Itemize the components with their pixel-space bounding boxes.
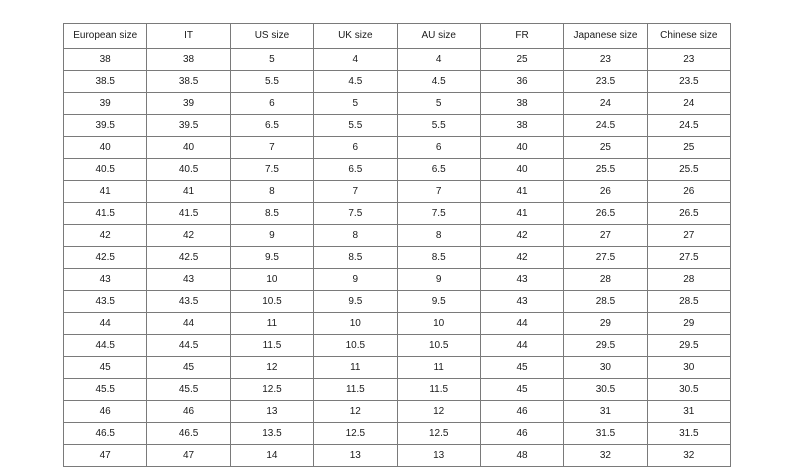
table-row <box>64 401 731 423</box>
table-row <box>64 71 731 93</box>
table-row <box>64 203 731 225</box>
table-cell: 11.5 <box>230 335 313 357</box>
table-cell: 47 <box>64 445 147 467</box>
table-cell: 28.5 <box>564 291 647 313</box>
table-cell: 6 <box>397 137 480 159</box>
table-cell: 8 <box>230 181 313 203</box>
table-cell: 13 <box>230 401 313 423</box>
table-cell: 44.5 <box>64 335 147 357</box>
table-cell: 11.5 <box>314 379 397 401</box>
table-cell: 30.5 <box>564 379 647 401</box>
table-cell: 8.5 <box>230 203 313 225</box>
table-cell: 24.5 <box>564 115 647 137</box>
table-row <box>64 225 731 247</box>
table-row <box>64 49 731 71</box>
table-cell: 12.5 <box>314 423 397 445</box>
table-cell: 39.5 <box>64 115 147 137</box>
table-cell: 7 <box>230 137 313 159</box>
table-header-row <box>64 24 731 49</box>
table-cell: 5 <box>230 49 313 71</box>
table-cell: 28.5 <box>647 291 730 313</box>
column-header: Chinese size <box>647 24 730 49</box>
table-cell: 41 <box>480 203 563 225</box>
table-cell: 24.5 <box>647 115 730 137</box>
table-cell: 5 <box>314 93 397 115</box>
table-cell: 29 <box>564 313 647 335</box>
table-cell: 38 <box>480 93 563 115</box>
table-cell: 9.5 <box>230 247 313 269</box>
table-cell: 40.5 <box>147 159 230 181</box>
table-cell: 4 <box>314 49 397 71</box>
column-header: Japanese size <box>564 24 647 49</box>
table-cell: 9 <box>230 225 313 247</box>
table-row <box>64 379 731 401</box>
table-cell: 5.5 <box>230 71 313 93</box>
table-row <box>64 159 731 181</box>
table-cell: 12 <box>314 401 397 423</box>
table-cell: 25 <box>647 137 730 159</box>
table-header <box>64 24 731 49</box>
table-cell: 10 <box>314 313 397 335</box>
table-row <box>64 181 731 203</box>
table-cell: 25.5 <box>564 159 647 181</box>
table-cell: 10.5 <box>314 335 397 357</box>
table-cell: 14 <box>230 445 313 467</box>
table-cell: 44 <box>64 313 147 335</box>
table-cell: 24 <box>564 93 647 115</box>
table-cell: 32 <box>564 445 647 467</box>
table-cell: 6.5 <box>314 159 397 181</box>
table-cell: 4.5 <box>397 71 480 93</box>
table-cell: 39 <box>147 93 230 115</box>
table-cell: 24 <box>647 93 730 115</box>
table-cell: 12 <box>397 401 480 423</box>
table-cell: 8 <box>397 225 480 247</box>
table-row <box>64 445 731 467</box>
table-cell: 23.5 <box>564 71 647 93</box>
table-cell: 41 <box>64 181 147 203</box>
table-cell: 25 <box>480 49 563 71</box>
table-cell: 46.5 <box>147 423 230 445</box>
table-cell: 7.5 <box>397 203 480 225</box>
table-cell: 38.5 <box>64 71 147 93</box>
table-cell: 12.5 <box>230 379 313 401</box>
table-cell: 7 <box>314 181 397 203</box>
table-cell: 10 <box>397 313 480 335</box>
table-cell: 46 <box>480 423 563 445</box>
table-cell: 45 <box>480 357 563 379</box>
table-cell: 12.5 <box>397 423 480 445</box>
table-cell: 44 <box>480 313 563 335</box>
table-cell: 42 <box>480 247 563 269</box>
table-cell: 30 <box>647 357 730 379</box>
table-cell: 41 <box>147 181 230 203</box>
table-cell: 38 <box>147 49 230 71</box>
table-cell: 11 <box>397 357 480 379</box>
table-cell: 48 <box>480 445 563 467</box>
table-cell: 8 <box>314 225 397 247</box>
table-cell: 7.5 <box>230 159 313 181</box>
table-row <box>64 269 731 291</box>
table-cell: 38 <box>64 49 147 71</box>
table-cell: 31 <box>647 401 730 423</box>
table-cell: 46.5 <box>64 423 147 445</box>
table-cell: 38.5 <box>147 71 230 93</box>
table-cell: 27.5 <box>647 247 730 269</box>
table-cell: 10.5 <box>230 291 313 313</box>
table-row <box>64 93 731 115</box>
table-cell: 30 <box>564 357 647 379</box>
table-cell: 43 <box>147 269 230 291</box>
table-cell: 8.5 <box>397 247 480 269</box>
table-row <box>64 115 731 137</box>
table-cell: 26 <box>564 181 647 203</box>
table-cell: 42 <box>64 225 147 247</box>
table-cell: 6 <box>314 137 397 159</box>
table-cell: 43 <box>64 269 147 291</box>
table-cell: 9 <box>314 269 397 291</box>
table-cell: 13.5 <box>230 423 313 445</box>
table-cell: 45 <box>480 379 563 401</box>
table-cell: 31 <box>564 401 647 423</box>
table-cell: 44 <box>480 335 563 357</box>
table-cell: 43 <box>480 269 563 291</box>
table-row <box>64 423 731 445</box>
table-cell: 45 <box>147 357 230 379</box>
table-cell: 8.5 <box>314 247 397 269</box>
table-cell: 30.5 <box>647 379 730 401</box>
table-cell: 47 <box>147 445 230 467</box>
table-cell: 23 <box>564 49 647 71</box>
table-cell: 36 <box>480 71 563 93</box>
table-cell: 23.5 <box>647 71 730 93</box>
table-cell: 31.5 <box>564 423 647 445</box>
table-cell: 10.5 <box>397 335 480 357</box>
table-cell: 40.5 <box>64 159 147 181</box>
table-cell: 26.5 <box>564 203 647 225</box>
table-cell: 6.5 <box>397 159 480 181</box>
table-cell: 4.5 <box>314 71 397 93</box>
table-cell: 5.5 <box>397 115 480 137</box>
column-header: FR <box>480 24 563 49</box>
table-cell: 9.5 <box>397 291 480 313</box>
table-cell: 45.5 <box>147 379 230 401</box>
table-cell: 26.5 <box>647 203 730 225</box>
table-cell: 39.5 <box>147 115 230 137</box>
table-row <box>64 291 731 313</box>
shoe-size-conversion-table <box>63 23 731 467</box>
table-cell: 6 <box>230 93 313 115</box>
table-cell: 13 <box>314 445 397 467</box>
table-cell: 7 <box>397 181 480 203</box>
table-cell: 25.5 <box>647 159 730 181</box>
table-cell: 7.5 <box>314 203 397 225</box>
table-cell: 29 <box>647 313 730 335</box>
table-row <box>64 313 731 335</box>
table-cell: 27.5 <box>564 247 647 269</box>
table-cell: 27 <box>564 225 647 247</box>
table-cell: 41.5 <box>147 203 230 225</box>
table-cell: 29.5 <box>647 335 730 357</box>
table-cell: 41.5 <box>64 203 147 225</box>
table-cell: 31.5 <box>647 423 730 445</box>
table-cell: 9 <box>397 269 480 291</box>
table-cell: 40 <box>480 137 563 159</box>
table-cell: 26 <box>647 181 730 203</box>
table-cell: 13 <box>397 445 480 467</box>
table-cell: 44 <box>147 313 230 335</box>
table-cell: 43.5 <box>147 291 230 313</box>
column-header: US size <box>230 24 313 49</box>
table-cell: 43.5 <box>64 291 147 313</box>
size-table-container <box>63 23 731 467</box>
table-cell: 46 <box>147 401 230 423</box>
table-cell: 28 <box>564 269 647 291</box>
table-cell: 42 <box>480 225 563 247</box>
table-cell: 5 <box>397 93 480 115</box>
table-cell: 32 <box>647 445 730 467</box>
table-cell: 40 <box>64 137 147 159</box>
table-cell: 39 <box>64 93 147 115</box>
table-cell: 25 <box>564 137 647 159</box>
table-cell: 46 <box>480 401 563 423</box>
column-header: IT <box>147 24 230 49</box>
column-header: European size <box>64 24 147 49</box>
table-cell: 11 <box>230 313 313 335</box>
table-row <box>64 247 731 269</box>
table-cell: 4 <box>397 49 480 71</box>
table-cell: 46 <box>64 401 147 423</box>
table-cell: 41 <box>480 181 563 203</box>
table-cell: 9.5 <box>314 291 397 313</box>
table-row <box>64 335 731 357</box>
column-header: UK size <box>314 24 397 49</box>
table-row <box>64 137 731 159</box>
table-cell: 45.5 <box>64 379 147 401</box>
table-cell: 40 <box>480 159 563 181</box>
table-cell: 43 <box>480 291 563 313</box>
table-cell: 38 <box>480 115 563 137</box>
table-cell: 12 <box>230 357 313 379</box>
table-cell: 11 <box>314 357 397 379</box>
table-cell: 44.5 <box>147 335 230 357</box>
column-header: AU size <box>397 24 480 49</box>
table-cell: 11.5 <box>397 379 480 401</box>
table-cell: 42.5 <box>64 247 147 269</box>
table-cell: 6.5 <box>230 115 313 137</box>
table-cell: 40 <box>147 137 230 159</box>
table-cell: 27 <box>647 225 730 247</box>
table-cell: 5.5 <box>314 115 397 137</box>
table-cell: 42 <box>147 225 230 247</box>
table-cell: 42.5 <box>147 247 230 269</box>
table-cell: 28 <box>647 269 730 291</box>
table-row <box>64 357 731 379</box>
table-cell: 45 <box>64 357 147 379</box>
table-body <box>64 49 731 467</box>
table-cell: 23 <box>647 49 730 71</box>
table-cell: 10 <box>230 269 313 291</box>
table-cell: 29.5 <box>564 335 647 357</box>
